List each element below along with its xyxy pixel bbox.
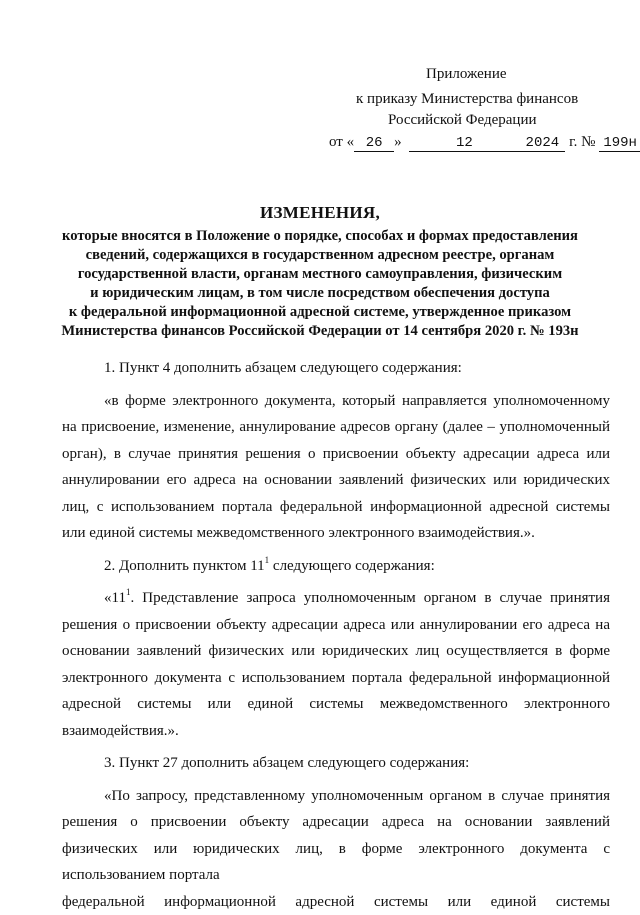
appendix-title: Приложение xyxy=(426,64,507,85)
item-1-text: «в форме электронного документа, который направляется уполномоченному на присвоение, изменение, аннулирование адресов органу (далее – уполномоченный орган), в случае принятия решения о присвоении объекту адресации адреса или аннулировании его адреса на основании заявлений физических или юридических лиц, с использованием портала федеральной информационной адресной системы или единой системы межведомственного электронного взаимодействия.». xyxy=(62,388,610,547)
item-2-text-sup: 1 xyxy=(126,587,131,597)
item-2-text-a: «11 xyxy=(104,590,126,606)
item-3-intro: 3. Пункт 27 дополнить абзацем следующего содержания: xyxy=(62,750,610,777)
appendix-date-line xyxy=(329,132,640,153)
date-month: 12 xyxy=(409,135,519,152)
document-body xyxy=(62,355,610,915)
item-2-intro-a: 2. Дополнить пунктом 11 xyxy=(104,558,265,574)
order-number: 199н xyxy=(599,135,640,152)
item-2-intro-b: следующего содержания: xyxy=(269,558,435,574)
subtitle-line: к федеральной информационной адресной системе, утвержденное приказом xyxy=(48,303,592,322)
appendix-ministry-line: Российской Федерации xyxy=(388,110,537,131)
item-2-intro-sup: 1 xyxy=(265,555,270,565)
subtitle-line: которые вносятся в Положение о порядке, способах и формах предоставления xyxy=(48,227,592,246)
item-3-text: «По запросу, представленному уполномоченным органом в случае принятия решения о присвоении объекту адресации адреса на основании заявлений физических или юридических лиц, в форме электронного документа с использованием портала xyxy=(62,783,610,889)
subtitle-line: Министерства финансов Российской Федерации от 14 сентября 2020 г. № 193н xyxy=(48,322,592,341)
date-from: от « xyxy=(329,134,354,150)
subtitle-line: сведений, содержащихся в государственном адресном реестре, органам xyxy=(48,246,592,265)
subtitle-line: государственной власти, органам местного самоуправления, физическим xyxy=(48,265,592,284)
appendix-order-line: к приказу Министерства финансов xyxy=(356,89,578,110)
item-2-intro xyxy=(62,553,610,580)
date-day: 26 xyxy=(354,135,394,152)
title-block xyxy=(48,202,592,341)
subtitle-line: и юридическим лицам, в том числе посредством обеспечения доступа xyxy=(48,284,592,303)
item-2-text-b: . Представление запроса уполномоченным органом в случае принятия решения о присвоении объекту адресации адреса или аннулировании его адреса на основании заявлений физических или юридических лиц осуществляется в форме электронного документа с использованием портала федеральной информационной адресной системы или единой системы межведомственного электронного взаимодействия.». xyxy=(62,590,610,739)
item-1-intro: 1. Пункт 4 дополнить абзацем следующего содержания: xyxy=(62,355,610,382)
date-year-suffix: г. № xyxy=(569,134,595,150)
item-3-text-last-line: федеральной информационной адресной системы или единой системы xyxy=(62,889,610,915)
date-close-quote: » xyxy=(394,134,402,150)
document-title: ИЗМЕНЕНИЯ, xyxy=(48,202,592,224)
date-year: 2024 xyxy=(519,135,565,152)
item-2-text xyxy=(62,585,610,744)
